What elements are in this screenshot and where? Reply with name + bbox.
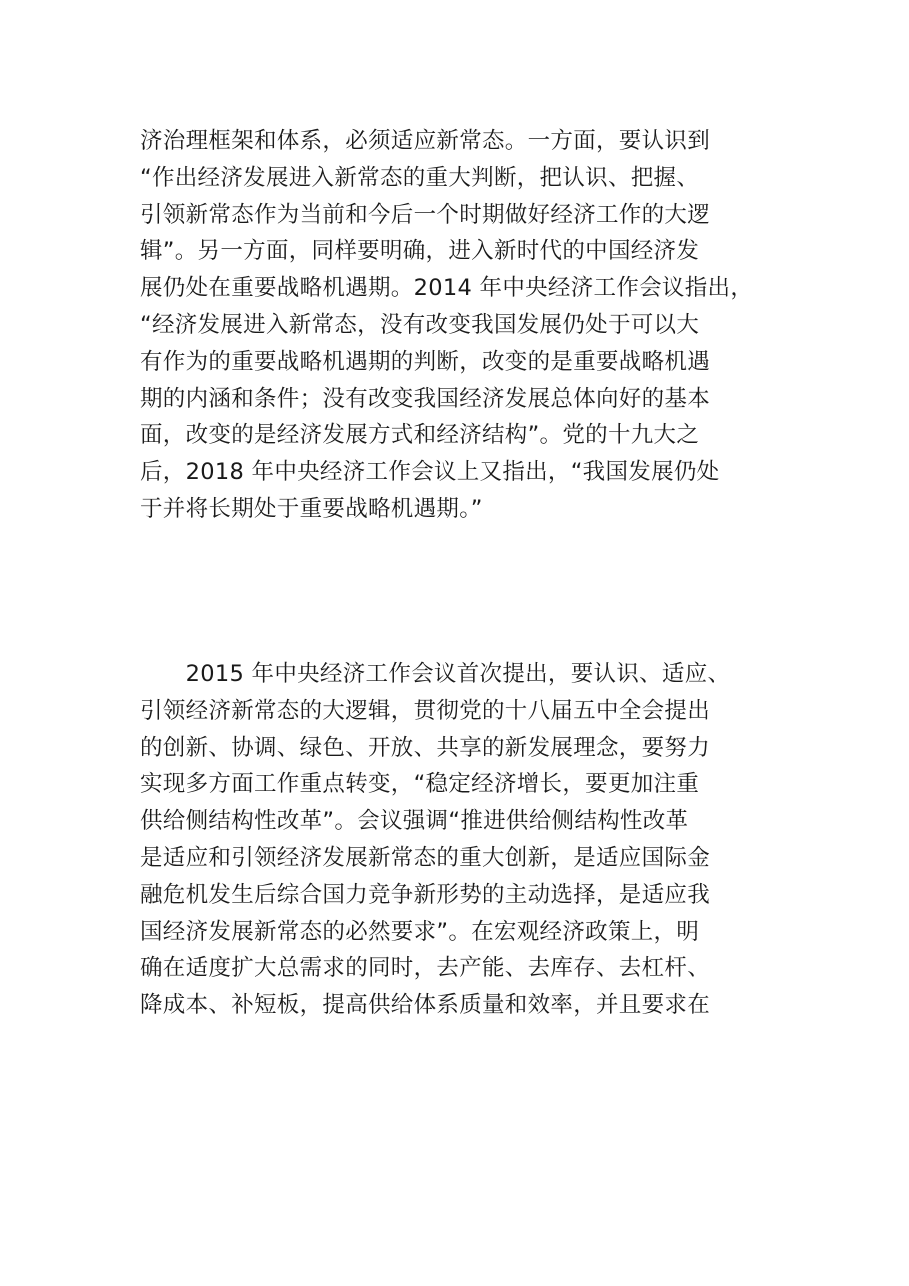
paragraph-line: 于并将长期处于重要战略机遇期。” xyxy=(140,495,483,522)
paragraph-line: 济治理框架和体系，必须适应新常态。一方面，要认识到 xyxy=(140,128,711,154)
paragraph-line: “经济发展进入新常态，没有改变我国发展仍处于可以大 xyxy=(140,311,700,338)
paragraph-1 xyxy=(140,123,780,528)
paragraph-line: 后，2018 年中央经济工作会议上又指出，“我国发展仍处 xyxy=(140,459,720,486)
paragraph-line: “作出经济发展进入新常态的重大判断，把认识、把握、 xyxy=(140,164,700,191)
paragraph-line: 2015 年中央经济工作会议首次提出，要认识、适应、 xyxy=(140,661,731,687)
paragraph-2 xyxy=(140,656,780,1024)
paragraph-line: 实现多方面工作重点转变，“稳定经济增长，要更加注重 xyxy=(140,771,700,798)
paragraph-line: 展仍处在重要战略机遇期。2014 年中央经济工作会议指出， xyxy=(140,275,754,302)
paragraph-line: 有作为的重要战略机遇期的判断，改变的是重要战略机遇 xyxy=(140,348,711,375)
paragraph-line: 供给侧结构性改革”。会议强调“推进供给侧结构性改革 xyxy=(140,808,689,835)
paragraph-line: 辑”。另一方面，同样要明确，进入新时代的中国经济发 xyxy=(140,238,700,265)
paragraph-line: 是适应和引领经济发展新常态的重大创新，是适应国际金 xyxy=(140,844,711,871)
paragraph-line: 国经济发展新常态的必然要求”。在宏观经济政策上，明 xyxy=(140,918,700,945)
paragraph-line: 面，改变的是经济发展方式和经济结构”。党的十九大之 xyxy=(140,422,700,449)
paragraph-line: 确在适度扩大总需求的同时，去产能、去库存、去杠杆、 xyxy=(140,955,711,982)
paragraph-line: 引领经济新常态的大逻辑，贯彻党的十八届五中全会提出 xyxy=(140,697,711,724)
paragraph-line: 融危机发生后综合国力竞争新形势的主动选择，是适应我 xyxy=(140,881,711,908)
paragraph-line: 降成本、补短板，提高供给体系质量和效率，并且要求在 xyxy=(140,992,711,1019)
paragraph-line: 的创新、协调、绿色、开放、共享的新发展理念，要努力 xyxy=(140,734,711,761)
paragraph-line: 期的内涵和条件；没有改变我国经济发展总体向好的基本 xyxy=(140,385,711,412)
paragraph-line: 引领新常态作为当前和今后一个时期做好经济工作的大逻 xyxy=(140,201,711,228)
